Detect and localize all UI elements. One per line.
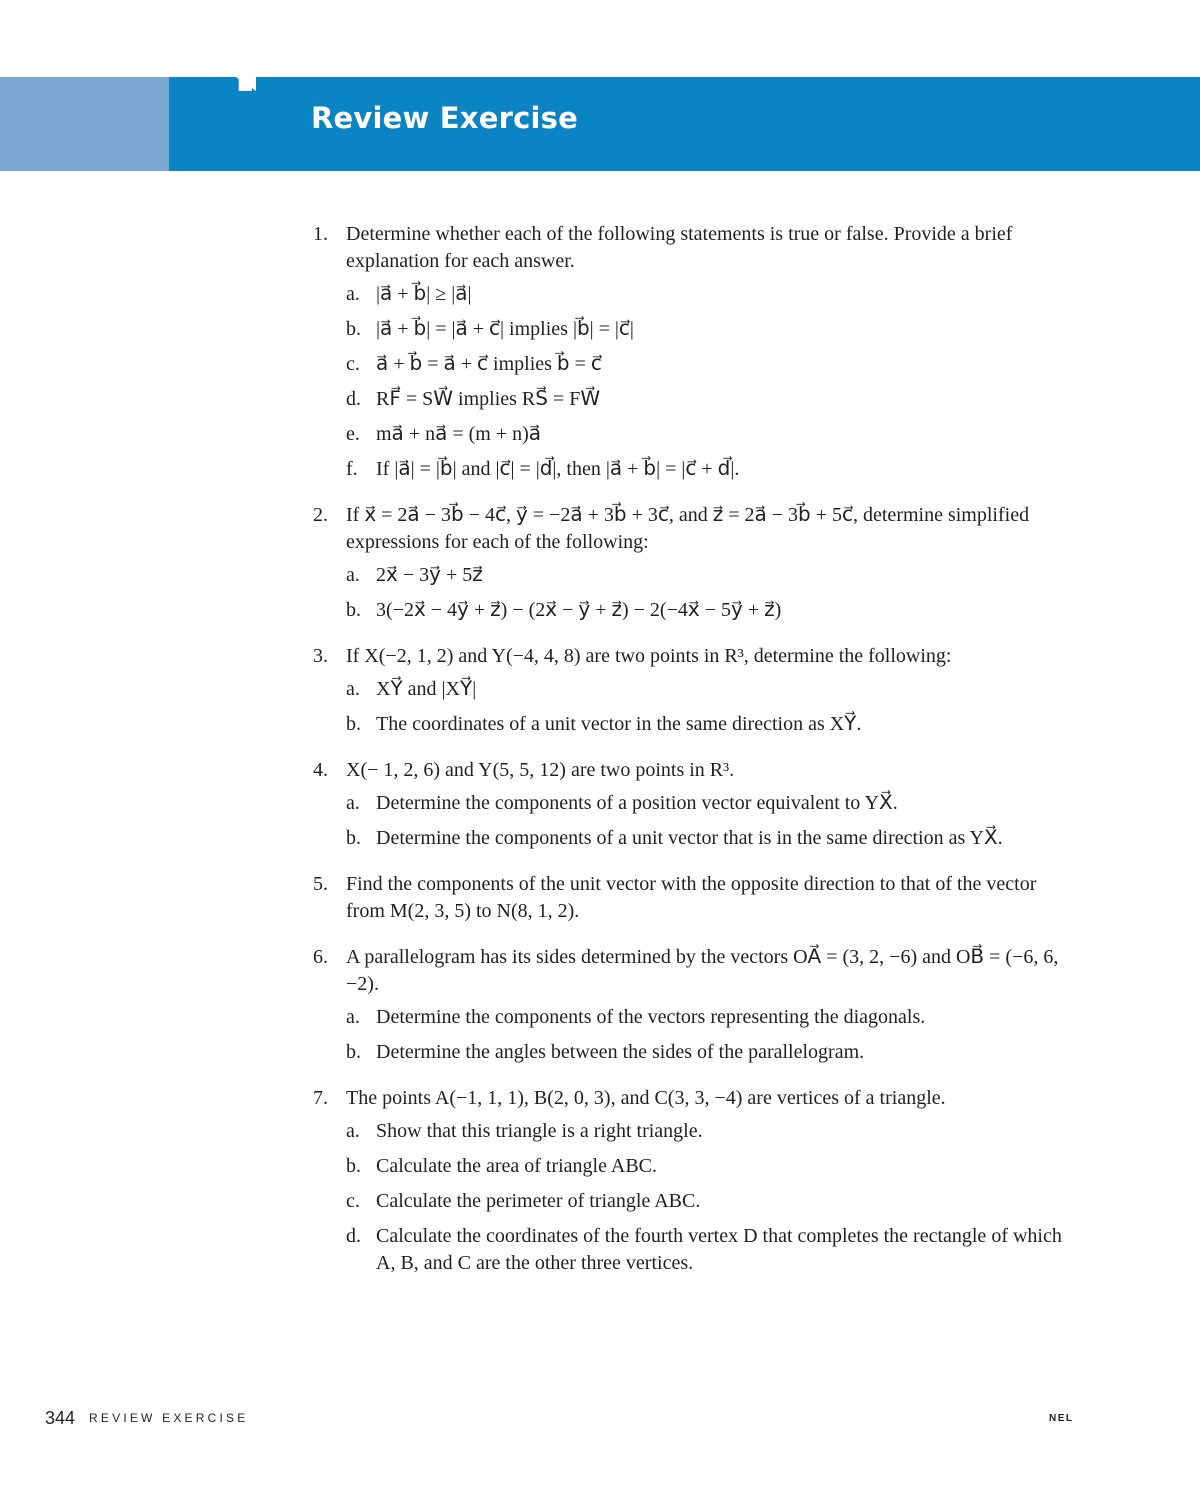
part-text: ma⃗ + na⃗ = (m + n)a⃗ (376, 423, 542, 445)
problem-number: 1. (313, 223, 328, 245)
problem-part (346, 676, 1073, 703)
publisher-mark: NEL (1049, 1413, 1074, 1424)
problem-4 (313, 757, 1073, 852)
header-banner-left-block (0, 77, 169, 171)
part-label: b. (346, 1041, 361, 1063)
problem-body (346, 221, 1073, 483)
part-text: The coordinates of a unit vector in the same direction as XY⃗. (376, 713, 862, 735)
problem-part (346, 1039, 1073, 1066)
part-label: d. (346, 1225, 361, 1247)
part-text: If |a⃗| = |b⃗| and |c⃗| = |d⃗|, then |a⃗ + b⃗| = |c⃗ + d⃗|. (376, 458, 740, 480)
part-label: a. (346, 283, 360, 305)
problem-part (346, 711, 1073, 738)
part-label: d. (346, 388, 361, 410)
problem-body (346, 643, 1073, 738)
problem-part (346, 351, 1073, 378)
problem-part (346, 281, 1073, 308)
problem-part (346, 386, 1073, 413)
part-label: b. (346, 713, 361, 735)
part-text: 3(−2x⃗ − 4y⃗ + z⃗) − (2x⃗ − y⃗ + z⃗) − 2(−4x⃗ − 5y⃗ + z⃗) (376, 599, 782, 621)
part-text: a⃗ + b⃗ = a⃗ + c⃗ implies b⃗ = c⃗ (376, 353, 602, 375)
problem-body (346, 871, 1073, 925)
problem-6 (313, 944, 1073, 1066)
part-text: Determine the components of a unit vector that is in the same direction as YX⃗. (376, 827, 1003, 849)
problem-part (346, 421, 1073, 448)
problem-parts (346, 1004, 1073, 1066)
part-label: a. (346, 1120, 360, 1142)
part-text: Show that this triangle is a right triangle. (376, 1120, 703, 1142)
part-text: Calculate the perimeter of triangle ABC. (376, 1190, 701, 1212)
part-label: b. (346, 318, 361, 340)
problem-number: 7. (313, 1087, 328, 1109)
problem-stem: Determine whether each of the following statements is true or false. Provide a brief explanation for each answer. (346, 223, 1013, 272)
problem-body (346, 757, 1073, 852)
problem-3 (313, 643, 1073, 738)
problem-5 (313, 871, 1073, 925)
part-label: e. (346, 423, 360, 445)
part-label: a. (346, 792, 360, 814)
problem-body (346, 1085, 1073, 1277)
part-text: |a⃗ + b⃗| = |a⃗ + c⃗| implies |b⃗| = |c⃗| (376, 318, 634, 340)
part-label: c. (346, 353, 360, 375)
part-label: b. (346, 827, 361, 849)
problem-body (346, 502, 1073, 624)
problem-7 (313, 1085, 1073, 1277)
problem-stem: X(− 1, 2, 6) and Y(5, 5, 12) are two points in R³. (346, 759, 735, 781)
problem-parts (346, 1118, 1073, 1277)
problem-number: 6. (313, 946, 328, 968)
page-number: 344 (45, 1408, 76, 1428)
problem-part (346, 1223, 1073, 1277)
part-text: RF⃗ = SW⃗ implies RS⃗ = FW⃗ (376, 388, 601, 410)
problem-stem: Find the components of the unit vector with the opposite direction to that of the vector from M(2, 3, 5) to N(8, 1, 2). (346, 873, 1037, 922)
problem-body (346, 944, 1073, 1066)
problem-parts (346, 676, 1073, 738)
problem-part (346, 1004, 1073, 1031)
problem-number: 5. (313, 873, 328, 895)
part-text: |a⃗ + b⃗| ≥ |a⃗| (376, 283, 472, 305)
problem-part (346, 1118, 1073, 1145)
problem-number: 3. (313, 645, 328, 667)
part-label: a. (346, 564, 360, 586)
problem-part (346, 825, 1073, 852)
part-label: c. (346, 1190, 360, 1212)
part-label: f. (346, 458, 358, 480)
part-text: Determine the components of a position vector equivalent to YX⃗. (376, 792, 898, 814)
problem-part (346, 316, 1073, 343)
part-text: Calculate the coordinates of the fourth vertex D that completes the rectangle of which A, B, and C are the other three vertices. (376, 1225, 1062, 1274)
problem-1 (313, 221, 1073, 483)
footer-left (45, 1408, 248, 1429)
problem-list (313, 221, 1073, 1296)
part-label: b. (346, 599, 361, 621)
problem-stem: A parallelogram has its sides determined by the vectors OA⃗ = (3, 2, −6) and OB⃗ = (−6, 6, −2). (346, 946, 1059, 995)
part-text: Calculate the area of triangle ABC. (376, 1155, 658, 1177)
problem-part (346, 597, 1073, 624)
problem-part (346, 456, 1073, 483)
problem-parts (346, 562, 1073, 624)
part-label: b. (346, 1155, 361, 1177)
problem-parts (346, 790, 1073, 852)
problem-number: 2. (313, 504, 328, 526)
part-label: a. (346, 678, 360, 700)
part-text: 2x⃗ − 3y⃗ + 5z⃗ (376, 564, 483, 586)
footer-section-label: REVIEW EXERCISE (89, 1411, 249, 1425)
problem-number: 4. (313, 759, 328, 781)
problem-stem: If X(−2, 1, 2) and Y(−4, 4, 8) are two points in R³, determine the following: (346, 645, 952, 667)
problem-part (346, 790, 1073, 817)
problem-part (346, 562, 1073, 589)
part-text: Determine the angles between the sides of the parallelogram. (376, 1041, 865, 1063)
problem-part (346, 1153, 1073, 1180)
part-text: Determine the components of the vectors representing the diagonals. (376, 1006, 926, 1028)
page-title: Review Exercise (311, 101, 578, 135)
problem-stem: The points A(−1, 1, 1), B(2, 0, 3), and C(3, 3, −4) are vertices of a triangle. (346, 1087, 946, 1109)
problem-part (346, 1188, 1073, 1215)
problem-stem: If x⃗ = 2a⃗ − 3b⃗ − 4c⃗, y⃗ = −2a⃗ + 3b⃗ + 3c⃗, and z⃗ = 2a⃗ − 3b⃗ + 5c⃗, determine simplified expressions for each of the following: (346, 504, 1030, 553)
part-label: a. (346, 1006, 360, 1028)
problem-parts (346, 281, 1073, 483)
problem-2 (313, 502, 1073, 624)
part-text: XY⃗ and |XY⃗| (376, 678, 477, 700)
